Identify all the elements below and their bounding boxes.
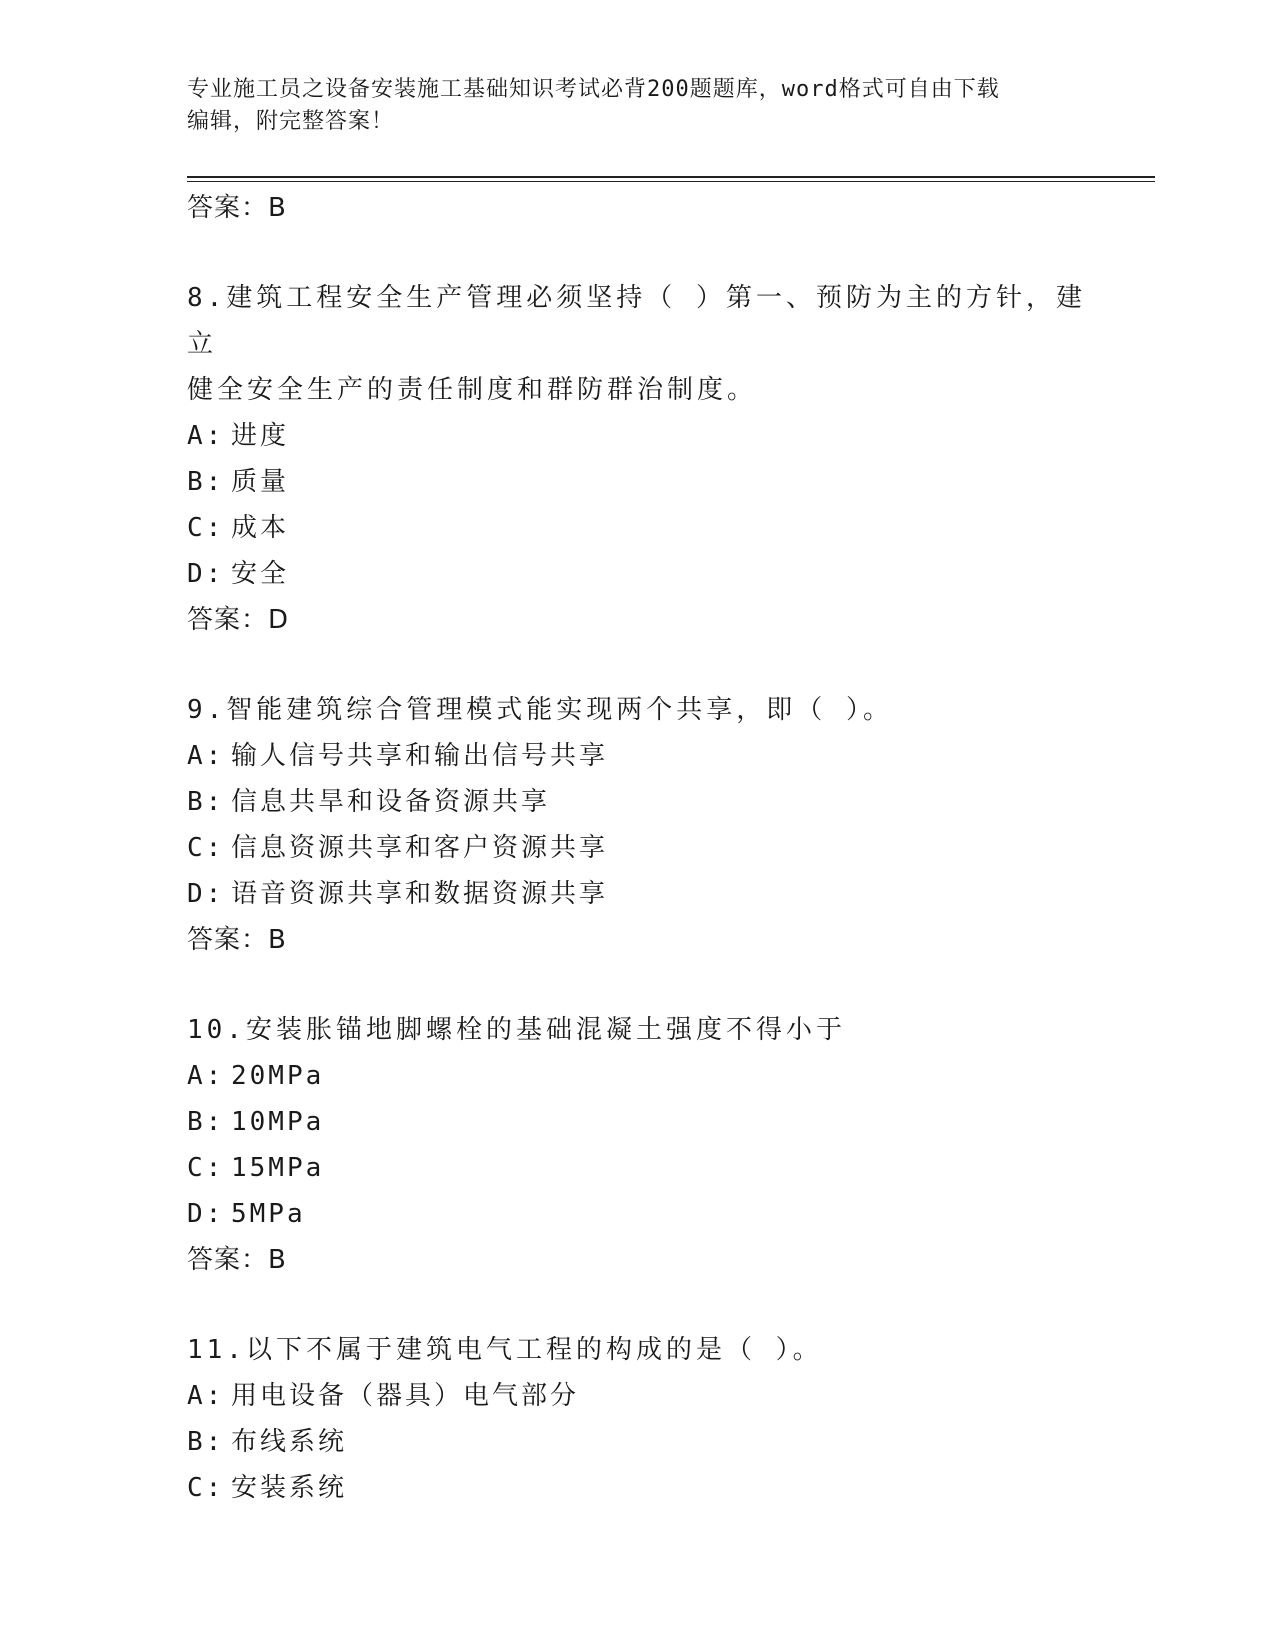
option-text: 15MPa: [231, 1153, 325, 1183]
question-stem: 9.智能建筑综合管理模式能实现两个共享，即（ ）。: [187, 695, 893, 725]
option-c: [187, 1145, 1087, 1191]
option-label: A:: [187, 421, 225, 451]
question-stem: 11.以下不属于建筑电气工程的构成的是（ ）。: [187, 1335, 823, 1365]
option-label: C:: [187, 513, 225, 543]
option-label: D:: [187, 879, 225, 909]
option-text: 布线系统: [231, 1427, 348, 1457]
option-a: [187, 1053, 1087, 1099]
header-line-1: 专业施工员之设备安装施工基础知识考试必背200题题库，word格式可自由下载: [187, 77, 1000, 102]
option-text: 5MPa: [231, 1199, 306, 1229]
option-label: C:: [187, 1473, 225, 1503]
option-b: [187, 1419, 1087, 1465]
option-text: 信息资源共享和客户资源共享: [231, 833, 609, 863]
option-label: C:: [187, 1153, 225, 1183]
option-b: [187, 459, 1087, 505]
option-label: B:: [187, 1107, 225, 1137]
option-text: 成本: [231, 513, 290, 543]
question-10: [187, 1007, 1087, 1283]
option-text: 语音资源共享和数据资源共享: [231, 879, 609, 909]
previous-answer: 答案：B: [187, 193, 287, 223]
question-11: [187, 1327, 1087, 1511]
option-label: A:: [187, 1381, 225, 1411]
option-label: B:: [187, 1427, 225, 1457]
question-list: [187, 185, 1087, 1511]
option-a: [187, 1373, 1087, 1419]
option-text: 安全: [231, 559, 290, 589]
option-d: [187, 551, 1087, 597]
option-c: [187, 825, 1087, 871]
header-divider-thin: [187, 181, 1155, 182]
answer: 答案：B: [187, 925, 287, 955]
option-c: [187, 1465, 1087, 1511]
option-text: 用电设备（器具）电气部分: [231, 1381, 580, 1411]
option-d: [187, 871, 1087, 917]
option-b: [187, 1099, 1087, 1145]
option-label: B:: [187, 787, 225, 817]
option-a: [187, 733, 1087, 779]
header-divider-thick: [187, 176, 1155, 178]
option-a: [187, 413, 1087, 459]
option-label: A:: [187, 1061, 225, 1091]
question-stem-continued: 健全安全生产的责任制度和群防群治制度。: [187, 375, 758, 405]
option-label: D:: [187, 1199, 225, 1229]
question-stem: 8.建筑工程安全生产管理必须坚持（ ）第一、预防为主的方针，建立: [187, 283, 1086, 359]
document-header: [187, 74, 1087, 138]
question-8: [187, 275, 1087, 643]
option-c: [187, 505, 1087, 551]
answer: 答案：B: [187, 1245, 287, 1275]
question-9: [187, 687, 1087, 963]
option-label: A:: [187, 741, 225, 771]
option-text: 安装系统: [231, 1473, 348, 1503]
option-text: 质量: [231, 467, 290, 497]
answer: 答案：D: [187, 605, 290, 635]
option-text: 信息共旱和设备资源共享: [231, 787, 551, 817]
option-label: D:: [187, 559, 225, 589]
option-text: 10MPa: [231, 1107, 325, 1137]
option-d: [187, 1191, 1087, 1237]
option-text: 20MPa: [231, 1061, 325, 1091]
option-text: 进度: [231, 421, 290, 451]
question-stem: 10.安装胀锚地脚螺栓的基础混凝土强度不得小于: [187, 1015, 846, 1045]
option-b: [187, 779, 1087, 825]
option-text: 输人信号共享和输出信号共享: [231, 741, 609, 771]
option-label: B:: [187, 467, 225, 497]
option-label: C:: [187, 833, 225, 863]
header-line-2: 编辑，附完整答案！: [187, 109, 395, 134]
